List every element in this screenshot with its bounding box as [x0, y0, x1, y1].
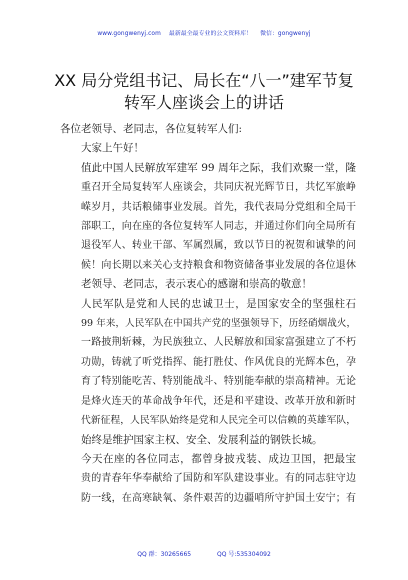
text-line: 始终是维护国家主权、安全、发展利益的钢铁长城。 — [81, 433, 323, 446]
paragraph-3 — [60, 450, 356, 508]
text-line: 代新征程，人民军队始终是党和人民完全可以信赖的英雄军队， — [81, 415, 356, 427]
text-line: 重召开全局复转军人座谈会，共同庆祝光辉节日，共忆军旅峥 — [81, 182, 356, 194]
site-url[interactable]: www.gongwenyj.com — [97, 31, 161, 37]
paragraph-2 — [60, 295, 356, 450]
text-line: 退役军人、转业干部、军属烈属，致以节日的祝贺和诚挚的问 — [81, 240, 356, 252]
text-line: 育了特别能吃苦、特别能战斗、特别能奉献的崇高精神。无论 — [81, 376, 356, 388]
text-line: 99 年来，人民军队在中国共产党的坚强领导下，历经硝烟战火， — [81, 318, 356, 330]
text-line: 人民军队是党和人民的忠诚卫士，是国家安全的坚强柱石 — [81, 297, 356, 310]
salutation: 各位老领导、老同志，各位复转军人们: — [60, 123, 243, 135]
text-line: 一路披荆斩棘，为民族独立、人民解放和国家富强建立了不朽 — [81, 337, 356, 349]
text-line: 嵘岁月，共话粮储事业发展。首先，我代表局分党组和全局干 — [81, 201, 356, 213]
paragraph-1 — [60, 159, 356, 295]
qq-group: QQ 群：30265665 — [137, 551, 192, 558]
text-line: 防一线，在高寒缺氧、条件艰苦的边疆哨所守护国土安宁；有 — [81, 492, 356, 504]
document-title — [54, 70, 354, 114]
text-line: 功勋，铸就了听党指挥、能打胜仗、作风优良的光辉本色，孕 — [81, 356, 356, 368]
text-line: 是烽火连天的革命战争年代，还是和平建设、改革开放和新时 — [81, 395, 356, 407]
text-line: 部职工，向在座的各位复转军人同志，并通过你们向全局所有 — [81, 221, 356, 233]
text-line: 贵的青春年华奉献给了国防和军队建设事业。有的同志驻守边 — [81, 473, 356, 485]
title-line-1: XX 局分党组书记、局长在“八一”建军节复 — [54, 71, 354, 90]
qq-number: QQ 号:535304092 — [217, 551, 271, 558]
text-line: 值此中国人民解放军建军 99 周年之际，我们欢聚一堂，隆 — [81, 161, 356, 174]
title-line-2: 转军人座谈会上的讲话 — [123, 93, 284, 112]
text-line: 今天在座的各位同志，都曾身披戎装、成边卫国，把最宝 — [81, 452, 356, 465]
site-slogan: 最新最全最专业的公文资料库！ — [168, 31, 253, 37]
site-banner — [0, 28, 408, 37]
contact-footer — [0, 549, 408, 558]
wechat-id: 微信：gongwenyj — [260, 31, 311, 37]
greeting: 大家上午好！ — [81, 142, 144, 155]
text-line: 候！向长期以来关心支持粮食和物资储备事业发展的各位退休 — [81, 259, 356, 271]
speech-body — [60, 120, 356, 508]
text-line: 老领导、老同志，表示衷心的感谢和崇高的敬意！ — [81, 278, 312, 291]
